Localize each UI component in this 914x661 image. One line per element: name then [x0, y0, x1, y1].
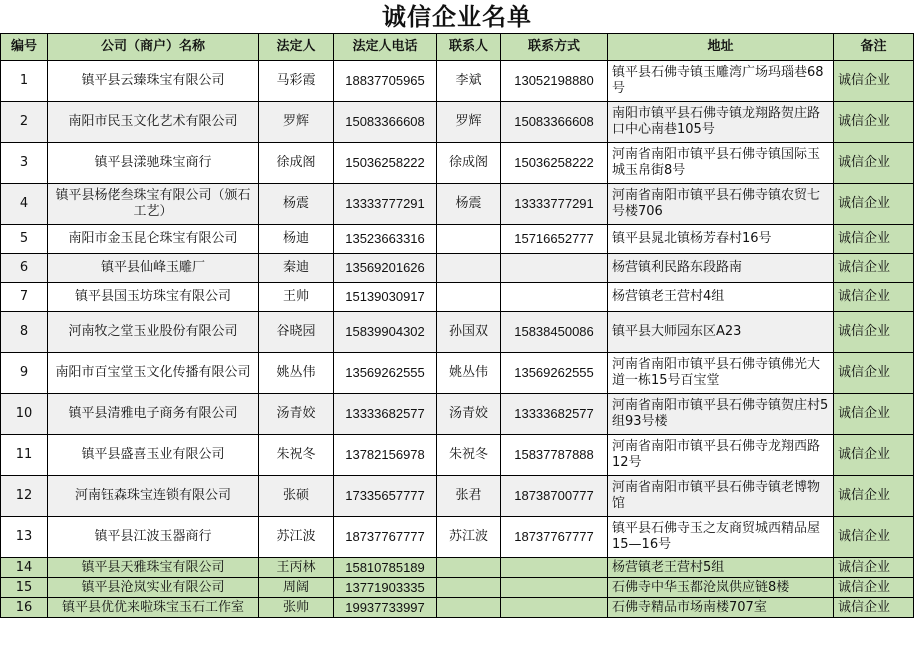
cell-index[interactable]: 7 [1, 283, 48, 312]
cell-legal-person[interactable]: 周阔 [259, 578, 334, 598]
cell-address[interactable]: 镇平县石佛寺玉之友商贸城西精品屋15—16号 [608, 517, 834, 558]
cell-legal-phone[interactable]: 13523663316 [334, 225, 437, 254]
cell-note[interactable]: 诚信企业 [834, 598, 914, 618]
cell-company[interactable]: 镇平县仙峰玉雕厂 [48, 254, 259, 283]
company-table [0, 33, 914, 618]
cell-contact[interactable]: 苏江波 [437, 517, 501, 558]
table-row [1, 435, 914, 476]
cell-contact[interactable]: 汤青姣 [437, 394, 501, 435]
cell-legal-person[interactable]: 王丙林 [259, 558, 334, 578]
cell-contact-phone[interactable] [501, 558, 608, 578]
cell-note[interactable]: 诚信企业 [834, 102, 914, 143]
cell-contact[interactable]: 朱祝冬 [437, 435, 501, 476]
cell-legal-phone[interactable]: 15810785189 [334, 558, 437, 578]
cell-contact-phone[interactable]: 13333777291 [501, 184, 608, 225]
cell-contact[interactable]: 罗辉 [437, 102, 501, 143]
cell-index[interactable]: 8 [1, 312, 48, 353]
cell-company[interactable]: 镇平县天雅珠宝有限公司 [48, 558, 259, 578]
cell-address[interactable]: 石佛寺中华玉都沧岚供应链8楼 [608, 578, 834, 598]
cell-contact[interactable] [437, 254, 501, 283]
cell-index[interactable]: 9 [1, 353, 48, 394]
cell-company[interactable]: 镇平县国玉坊珠宝有限公司 [48, 283, 259, 312]
cell-note[interactable]: 诚信企业 [834, 394, 914, 435]
cell-index[interactable]: 3 [1, 143, 48, 184]
cell-address[interactable]: 河南省南阳市镇平县石佛寺龙翔西路12号 [608, 435, 834, 476]
cell-contact[interactable]: 杨震 [437, 184, 501, 225]
cell-index[interactable]: 1 [1, 61, 48, 102]
cell-index[interactable]: 2 [1, 102, 48, 143]
header-row [1, 34, 914, 61]
table-row [1, 254, 914, 283]
cell-note[interactable]: 诚信企业 [834, 353, 914, 394]
cell-contact-phone[interactable]: 13569262555 [501, 353, 608, 394]
cell-note[interactable]: 诚信企业 [834, 283, 914, 312]
cell-index[interactable]: 10 [1, 394, 48, 435]
cell-legal-person[interactable]: 马彩霞 [259, 61, 334, 102]
cell-index[interactable]: 14 [1, 558, 48, 578]
cell-contact-phone[interactable]: 15837787888 [501, 435, 608, 476]
col-header-note[interactable]: 备注 [834, 34, 914, 61]
cell-legal-person[interactable]: 王帅 [259, 283, 334, 312]
cell-contact-phone[interactable]: 15083366608 [501, 102, 608, 143]
table-row [1, 312, 914, 353]
cell-address[interactable]: 镇平县石佛寺镇玉雕湾广场玛瑙巷68号 [608, 61, 834, 102]
cell-contact[interactable]: 孙国双 [437, 312, 501, 353]
cell-legal-phone[interactable]: 15839904302 [334, 312, 437, 353]
cell-note[interactable]: 诚信企业 [834, 517, 914, 558]
cell-legal-person[interactable]: 汤青姣 [259, 394, 334, 435]
cell-contact[interactable] [437, 558, 501, 578]
cell-address[interactable]: 河南省南阳市镇平县石佛寺镇佛光大道一栋15号百宝堂 [608, 353, 834, 394]
table-row [1, 225, 914, 254]
cell-contact[interactable] [437, 598, 501, 618]
cell-legal-phone[interactable]: 15036258222 [334, 143, 437, 184]
cell-contact-phone[interactable] [501, 283, 608, 312]
cell-address[interactable]: 河南省南阳市镇平县石佛寺镇贺庄村5组93号楼 [608, 394, 834, 435]
cell-note[interactable]: 诚信企业 [834, 184, 914, 225]
cell-contact[interactable] [437, 283, 501, 312]
cell-legal-person[interactable]: 徐成阁 [259, 143, 334, 184]
col-header-legal-phone[interactable]: 法定人电话 [334, 34, 437, 61]
cell-legal-phone[interactable]: 17335657777 [334, 476, 437, 517]
cell-address[interactable]: 河南省南阳市镇平县石佛寺镇国际玉城玉帛街8号 [608, 143, 834, 184]
table-row [1, 394, 914, 435]
cell-company[interactable]: 河南钰森珠宝连锁有限公司 [48, 476, 259, 517]
cell-legal-person[interactable]: 杨震 [259, 184, 334, 225]
cell-company[interactable]: 镇平县优优来啦珠宝玉石工作室 [48, 598, 259, 618]
cell-note[interactable]: 诚信企业 [834, 312, 914, 353]
cell-index[interactable]: 13 [1, 517, 48, 558]
col-header-address[interactable]: 地址 [608, 34, 834, 61]
cell-address[interactable]: 南阳市镇平县石佛寺镇龙翔路贺庄路口中心南巷105号 [608, 102, 834, 143]
cell-legal-person[interactable]: 姚丛伟 [259, 353, 334, 394]
cell-legal-person[interactable]: 秦迪 [259, 254, 334, 283]
cell-legal-phone[interactable]: 13569201626 [334, 254, 437, 283]
cell-index[interactable]: 4 [1, 184, 48, 225]
cell-index[interactable]: 15 [1, 578, 48, 598]
cell-legal-phone[interactable]: 18737767777 [334, 517, 437, 558]
col-header-index[interactable]: 编号 [1, 34, 48, 61]
cell-company[interactable]: 南阳市百宝堂玉文化传播有限公司 [48, 353, 259, 394]
cell-company[interactable]: 镇平县漾驰珠宝商行 [48, 143, 259, 184]
table-row [1, 184, 914, 225]
cell-legal-person[interactable]: 苏江波 [259, 517, 334, 558]
cell-index[interactable]: 11 [1, 435, 48, 476]
cell-legal-person[interactable]: 罗辉 [259, 102, 334, 143]
table-row [1, 578, 914, 598]
cell-note[interactable]: 诚信企业 [834, 143, 914, 184]
cell-address[interactable]: 镇平县晁北镇杨芳春村16号 [608, 225, 834, 254]
cell-contact-phone[interactable]: 15838450086 [501, 312, 608, 353]
cell-index[interactable]: 6 [1, 254, 48, 283]
table-row [1, 61, 914, 102]
cell-contact-phone[interactable]: 13052198880 [501, 61, 608, 102]
cell-company[interactable]: 镇平县江波玉器商行 [48, 517, 259, 558]
table-row [1, 283, 914, 312]
cell-index[interactable]: 5 [1, 225, 48, 254]
cell-legal-person[interactable]: 朱祝冬 [259, 435, 334, 476]
table-row [1, 102, 914, 143]
col-header-legal[interactable]: 法定人 [259, 34, 334, 61]
cell-note[interactable]: 诚信企业 [834, 254, 914, 283]
cell-address[interactable]: 镇平县大师园东区A23 [608, 312, 834, 353]
cell-company[interactable]: 南阳市民玉文化艺术有限公司 [48, 102, 259, 143]
cell-address[interactable]: 杨营镇利民路东段路南 [608, 254, 834, 283]
cell-contact-phone[interactable] [501, 578, 608, 598]
cell-contact[interactable]: 张君 [437, 476, 501, 517]
cell-index[interactable]: 16 [1, 598, 48, 618]
cell-legal-person[interactable]: 谷晓园 [259, 312, 334, 353]
cell-company[interactable]: 镇平县清雅电子商务有限公司 [48, 394, 259, 435]
table-row [1, 476, 914, 517]
cell-company[interactable]: 南阳市金玉昆仑珠宝有限公司 [48, 225, 259, 254]
cell-note[interactable]: 诚信企业 [834, 61, 914, 102]
cell-company[interactable]: 河南牧之堂玉业股份有限公司 [48, 312, 259, 353]
cell-contact-phone[interactable] [501, 598, 608, 618]
cell-contact-phone[interactable]: 15716652777 [501, 225, 608, 254]
cell-note[interactable]: 诚信企业 [834, 558, 914, 578]
table-row [1, 143, 914, 184]
cell-company[interactable]: 镇平县沧岚实业有限公司 [48, 578, 259, 598]
cell-address[interactable]: 河南省南阳市镇平县石佛寺镇农贸七号楼706 [608, 184, 834, 225]
cell-company[interactable]: 镇平县杨佬叁珠宝有限公司（颁石工艺） [48, 184, 259, 225]
cell-note[interactable]: 诚信企业 [834, 225, 914, 254]
cell-contact-phone[interactable]: 13333682577 [501, 394, 608, 435]
cell-note[interactable]: 诚信企业 [834, 476, 914, 517]
col-header-contact-phone[interactable]: 联系方式 [501, 34, 608, 61]
cell-legal-person[interactable]: 杨迪 [259, 225, 334, 254]
cell-contact-phone[interactable]: 18738700777 [501, 476, 608, 517]
cell-index[interactable]: 12 [1, 476, 48, 517]
table-row [1, 517, 914, 558]
table-row [1, 558, 914, 578]
col-header-contact[interactable]: 联系人 [437, 34, 501, 61]
cell-contact[interactable]: 姚丛伟 [437, 353, 501, 394]
cell-contact-phone[interactable] [501, 254, 608, 283]
cell-legal-person[interactable]: 张帅 [259, 598, 334, 618]
cell-legal-phone[interactable]: 19937733997 [334, 598, 437, 618]
cell-company[interactable]: 镇平县云臻珠宝有限公司 [48, 61, 259, 102]
cell-legal-phone[interactable]: 18837705965 [334, 61, 437, 102]
cell-legal-phone[interactable]: 15139030917 [334, 283, 437, 312]
cell-legal-phone[interactable]: 13333777291 [334, 184, 437, 225]
table-row [1, 598, 914, 618]
cell-address[interactable]: 石佛寺精品市场南楼707室 [608, 598, 834, 618]
cell-note[interactable]: 诚信企业 [834, 578, 914, 598]
cell-legal-phone[interactable]: 15083366608 [334, 102, 437, 143]
cell-legal-phone[interactable]: 13333682577 [334, 394, 437, 435]
col-header-company[interactable]: 公司（商户）名称 [48, 34, 259, 61]
cell-address[interactable]: 河南省南阳市镇平县石佛寺镇老博物馆 [608, 476, 834, 517]
cell-contact[interactable] [437, 225, 501, 254]
cell-legal-person[interactable]: 张硕 [259, 476, 334, 517]
cell-legal-phone[interactable]: 13782156978 [334, 435, 437, 476]
cell-contact-phone[interactable]: 15036258222 [501, 143, 608, 184]
cell-contact[interactable]: 徐成阁 [437, 143, 501, 184]
cell-address[interactable]: 杨营镇老王营村4组 [608, 283, 834, 312]
cell-address[interactable]: 杨营镇老王营村5组 [608, 558, 834, 578]
cell-legal-phone[interactable]: 13569262555 [334, 353, 437, 394]
cell-company[interactable]: 镇平县盛喜玉业有限公司 [48, 435, 259, 476]
cell-legal-phone[interactable]: 13771903335 [334, 578, 437, 598]
cell-contact[interactable] [437, 578, 501, 598]
cell-contact-phone[interactable]: 18737767777 [501, 517, 608, 558]
table-row [1, 353, 914, 394]
cell-note[interactable]: 诚信企业 [834, 435, 914, 476]
cell-contact[interactable]: 李斌 [437, 61, 501, 102]
sheet-title: 诚信企业名单 [382, 2, 532, 31]
